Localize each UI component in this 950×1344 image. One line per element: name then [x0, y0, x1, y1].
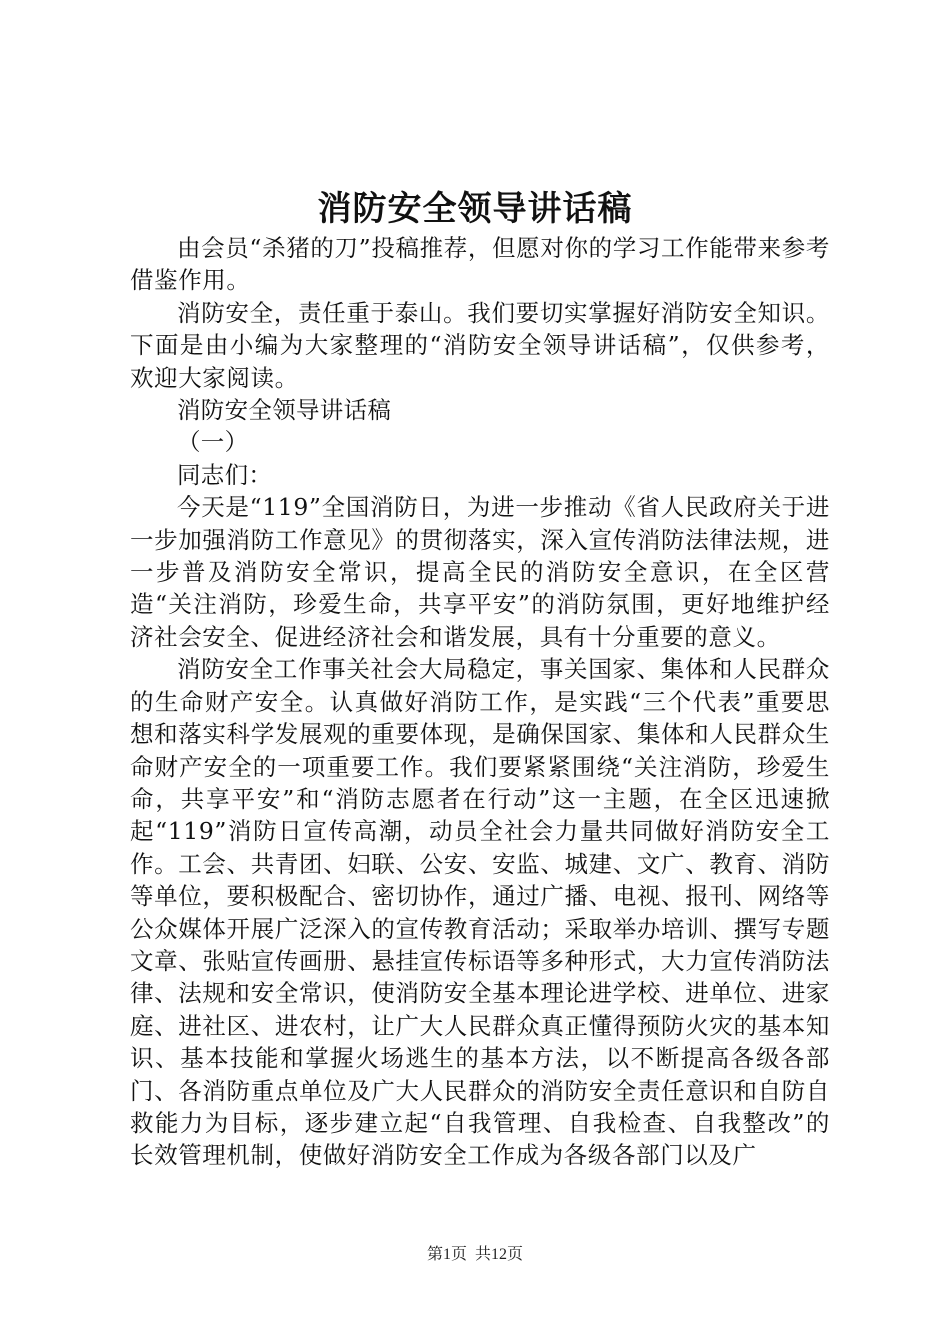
salutation: 同志们：: [177, 460, 273, 489]
page-number: 第1页: [426, 1246, 467, 1263]
document-body: [130, 232, 830, 1172]
page-footer: [0, 1244, 950, 1266]
paragraph-summary: 消防安全，责任重于泰山。我们要切实掌握好消防安全知识。下面是由小编为大家整理的“消防安全领导讲话稿”，仅供参考，欢迎大家阅读。: [130, 298, 830, 392]
paragraph-intro: 由会员“杀猪的刀”投稿推荐，但愿对你的学习工作能带来参考借鉴作用。: [130, 234, 830, 295]
speech-heading: 消防安全领导讲话稿: [177, 396, 392, 425]
paragraph-fire-day: 今天是“119”全国消防日，为进一步推动《省人民政府关于进一步加强消防工作意见》的贯彻落实，深入宣传消防法律法规，进一步普及消防安全常识，提高全民的消防安全意识，在全区营造“关注消防，珍爱生命，共享平安”的消防氛围，更好地维护经济社会安全、促进经济社会和谐发展，具有十分重要的意义。: [130, 493, 830, 651]
section-number: （一）: [177, 428, 249, 457]
paragraph-fire-safety-work: 消防安全工作事关社会大局稳定，事关国家、集体和人民群众的生命财产安全。认真做好消防工作，是实践“三个代表”重要思想和落实科学发展观的重要体现，是确保国家、集体和人民群众生命财产安全的一项重要工作。我们要紧紧围绕“关注消防，珍爱生命，共享平安”和“消防志愿者在行动”这一主题，在全区迅速掀起“119”消防日宣传高潮，动员全社会力量共同做好消防安全工作。工会、共青团、妇联、公安、安监、城建、文广、教育、消防等单位，要积极配合、密切协作，通过广播、电视、报刊、网络等公众媒体开展广泛深入的宣传教育活动；采取举办培训、撰写专题文章、张贴宣传画册、悬挂宣传标语等多种形式，大力宣传消防法律、法规和安全常识，使消防安全基本理论进学校、进单位、进家庭、进社区、进农村，让广大人民群众真正懂得预防火灾的基本知识、基本技能和掌握火场逃生的基本方法，以不断提高各级各部门、各消防重点单位及广大人民群众的消防安全责任意识和自防自救能力为目标，逐步建立起“自我管理、自我检查、自我整改”的长效管理机制，使做好消防安全工作成为各级各部门以及广: [130, 655, 830, 1170]
document-title: 消防安全领导讲话稿: [317, 189, 633, 229]
page-total: 共12页: [475, 1246, 524, 1263]
